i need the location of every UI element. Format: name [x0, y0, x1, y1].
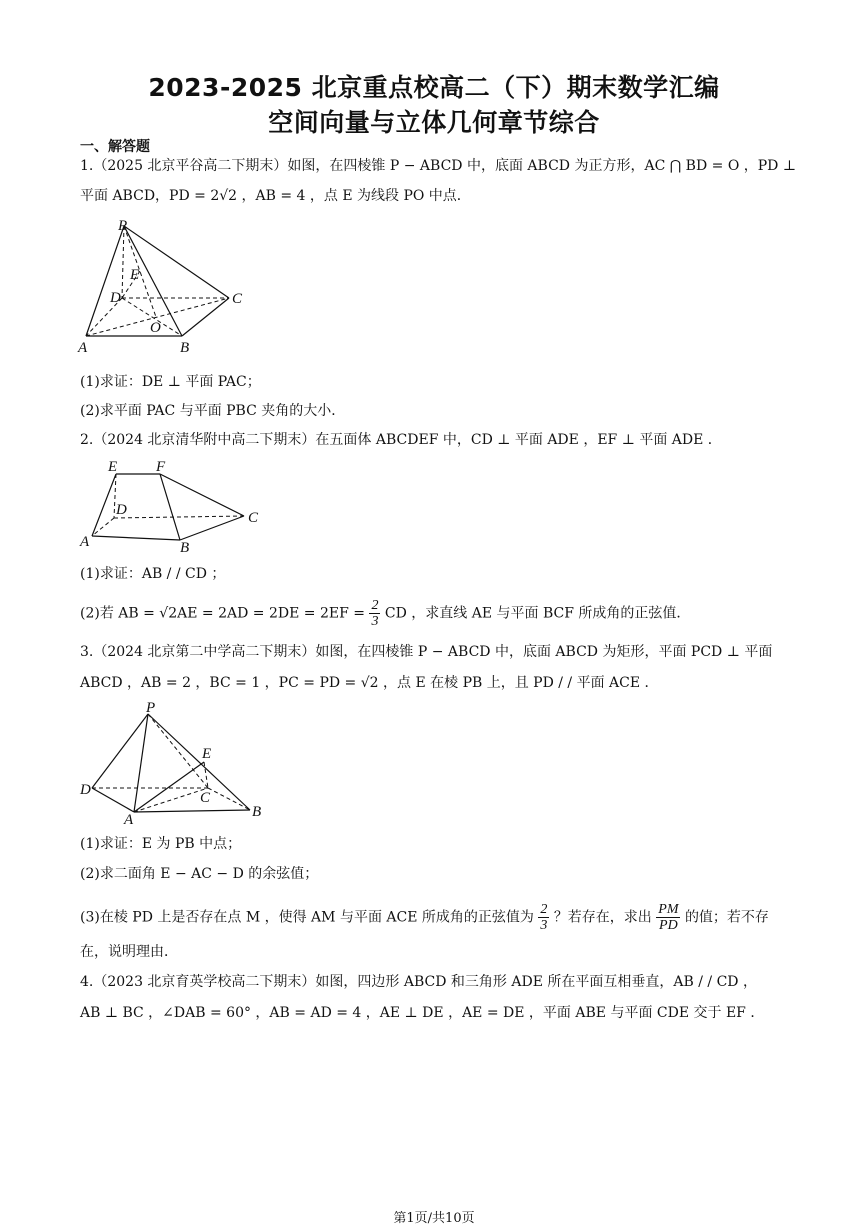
section-heading: 一、解答题: [80, 139, 150, 155]
q3-part1: (1)求证：E 为 PB 中点；: [80, 836, 242, 852]
q1-label-E: E: [130, 267, 140, 283]
q2-label-F: F: [156, 459, 166, 475]
q3-part3-fraction2: [656, 902, 680, 933]
q3-label-P: P: [146, 700, 156, 716]
q3-part3-frac2-num: PM: [658, 902, 679, 917]
q3-part3-post: 的值；若不存: [684, 909, 769, 926]
q2-statement-line1: 2.（2024 北京清华附中高二下期末）在五面体 ABCDEF 中，CD ⊥ 平面 ADE ，EF ⊥ 平面 ADE ．: [80, 432, 722, 448]
page-footer: 第1页/共10页: [393, 1211, 475, 1226]
q1-label-D: D: [110, 290, 121, 306]
document-subtitle: 空间向量与立体几何章节综合: [268, 108, 600, 137]
q1-statement-line1: 1.（2025 北京平谷高二下期末）如图，在四棱锥 P − ABCD 中，底面 ABCD 为正方形，AC ⋂ BD = O ，PD ⊥: [80, 158, 797, 174]
q2-part2-pre: (2)若 AB = √2AE = 2AD = 2DE = 2EF =: [80, 605, 365, 622]
q1-label-A: A: [78, 340, 88, 356]
q3-part3-line2: 在，说明理由．: [80, 944, 178, 960]
q4-statement-line2: AB ⊥ BC ，∠DAB = 60° ，AB = AD = 4 ，AE ⊥ DE ，AE = DE ，平面 ABE 与平面 CDE 交于 EF ．: [80, 1005, 765, 1021]
q1-figure-pyramid: [74, 216, 254, 356]
q2-figure-pentahedron: [76, 456, 266, 556]
q3-figure-pyramid: [76, 700, 276, 826]
q3-part3: [80, 902, 769, 933]
q2-label-D: D: [116, 502, 127, 518]
q3-label-D: D: [80, 782, 91, 798]
q1-part2: (2)求平面 PAC 与平面 PBC 夹角的大小．: [80, 403, 346, 419]
q3-part3-pre: (3)在棱 PD 上是否存在点 M ，使得 AM 与平面 ACE 所成角的正弦值为: [80, 909, 534, 926]
q1-statement-line2: 平面 ABCD，PD = 2√2 ，AB = 4 ，点 E 为线段 PO 中点．: [80, 188, 471, 204]
q2-part1: (1)求证：AB / / CD ；: [80, 566, 226, 582]
q2-part2: [80, 598, 690, 629]
q1-label-B: B: [180, 340, 190, 356]
q3-part3-mid: ？若存在，求出: [553, 909, 652, 926]
q2-part2-fraction: [369, 598, 380, 629]
q3-label-C: C: [200, 790, 211, 806]
q3-label-E: E: [202, 746, 212, 762]
q2-label-C: C: [248, 510, 259, 526]
q2-part2-frac-num: 2: [371, 598, 379, 613]
q3-statement-line1: 3.（2024 北京第二中学高二下期末）如图，在四棱锥 P − ABCD 中，底面 ABCD 为矩形，平面 PCD ⊥ 平面: [80, 644, 773, 660]
q3-label-B: B: [252, 804, 262, 820]
q3-part3-frac1-den: 3: [540, 918, 548, 933]
document-title: 2023-2025 北京重点校高二（下）期末数学汇编: [148, 73, 720, 102]
q2-label-B: B: [180, 540, 190, 556]
q1-label-P: P: [118, 218, 128, 234]
q2-label-A: A: [80, 534, 90, 550]
q2-part2-frac-den: 3: [371, 614, 379, 629]
q2-part2-post: CD ，求直线 AE 与平面 BCF 所成角的正弦值．: [384, 605, 691, 622]
q1-part1: (1)求证：DE ⊥ 平面 PAC；: [80, 374, 261, 390]
q3-statement-line2: ABCD ，AB = 2 ，BC = 1 ，PC = PD = √2 ，点 E 在棱 PB 上，且 PD / / 平面 ACE ．: [80, 675, 659, 691]
q1-label-O: O: [150, 320, 161, 336]
q2-label-E: E: [108, 459, 118, 475]
q3-part3-frac1-num: 2: [540, 902, 548, 917]
q3-part3-frac2-den: PD: [659, 918, 678, 933]
q3-part3-fraction1: [538, 902, 549, 933]
q3-part2: (2)求二面角 E − AC − D 的余弦值；: [80, 866, 319, 882]
q4-statement-line1: 4.（2023 北京育英学校高二下期末）如图，四边形 ABCD 和三角形 ADE 所在平面互相垂直，AB / / CD ，: [80, 974, 757, 990]
q3-label-A: A: [124, 812, 134, 826]
q1-label-C: C: [232, 291, 243, 307]
